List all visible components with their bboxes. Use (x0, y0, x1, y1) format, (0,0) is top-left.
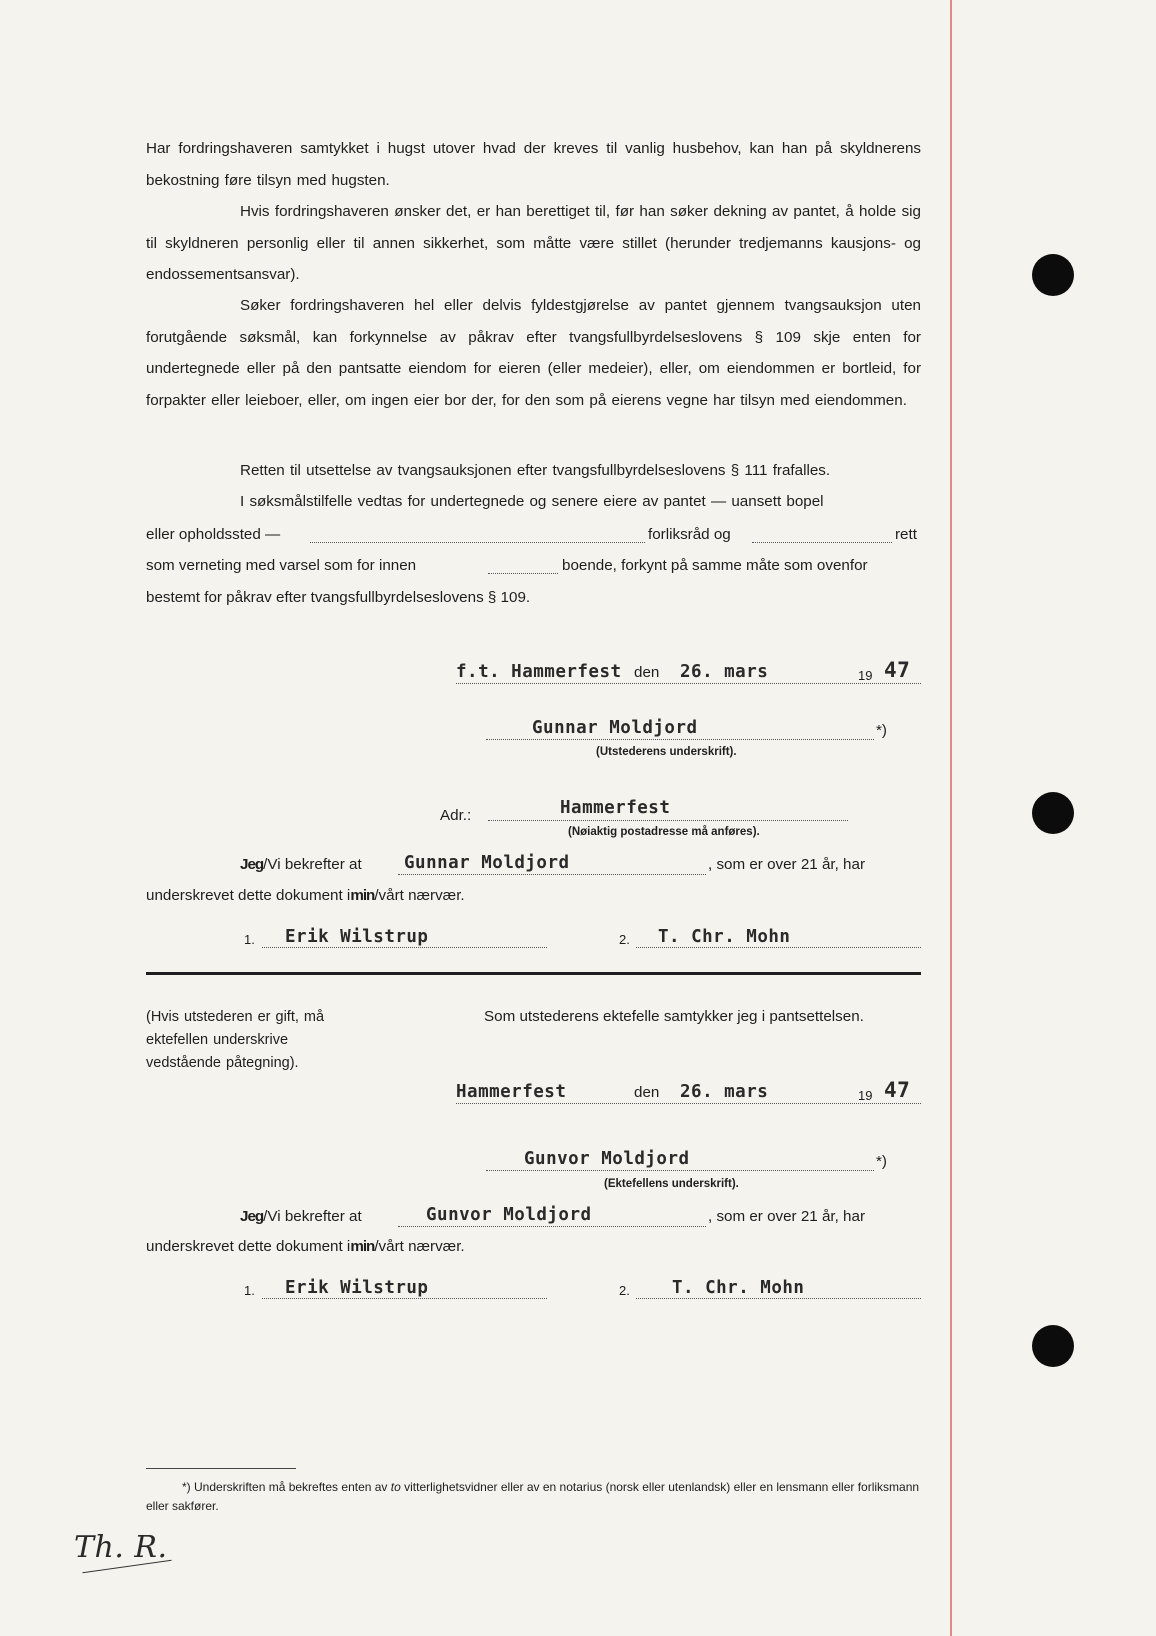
witness-name-line (398, 1226, 706, 1227)
margin-rule (950, 0, 952, 1636)
witness-2-line (636, 947, 921, 948)
witness-subject-name: Gunnar Moldjord (404, 853, 570, 873)
venue-line-2c: rett (895, 526, 917, 543)
signature-caption: (Ektefellens underskrift). (604, 1178, 739, 1190)
paragraph-postponement: Retten til utsettelse av tvangsauksjonen efter tvangsfullbyrdelseslovens § 111 frafalles. (240, 462, 831, 479)
witness-2-number: 2. (619, 932, 630, 947)
issuer-place: f.t. Hammerfest (456, 662, 622, 682)
spouse-date: 26. mars (680, 1082, 769, 1102)
year-prefix: 19 (858, 1088, 873, 1103)
signature-line (486, 739, 874, 740)
witness-name-line (398, 874, 706, 875)
witness-1-line (262, 1298, 547, 1299)
spouse-consent: Som utstederens ektefelle samtykker jeg i pantsettelsen. (484, 1008, 864, 1025)
handwritten-initials: Th. R. (74, 1530, 168, 1565)
year-suffix: 47 (884, 1078, 911, 1102)
witness-subject-name: Gunvor Moldjord (426, 1205, 592, 1225)
witness-2-signature: T. Chr. Mohn (672, 1278, 805, 1298)
spouse-note: (Hvis utstederen er gift, må ektefellen underskrive vedstående påtegning). (146, 1009, 325, 1071)
den-label: den (634, 1084, 660, 1101)
witness-age-text: , som er over 21 år, har (708, 1208, 866, 1225)
blank-field (488, 573, 558, 574)
issuer-signature: Gunnar Moldjord (532, 718, 698, 738)
paragraph-personal-liability: Hvis fordringshaveren ønsker det, er han berettiget til, før han søker dekning av pantet, å holde sig til skyldneren personlig eller til annen sikkerhet, som måtte være stillet (herunder tredjemanns kausjons- og endossementsansvar). (146, 203, 921, 283)
blank-field (310, 542, 645, 543)
paragraph-venue: I søksmålstilfelle vedtas for undertegnede og senere eiere av pantet — uansett bopel (240, 493, 824, 510)
address-line (488, 820, 848, 821)
witness-1-signature: Erik Wilstrup (285, 1278, 429, 1298)
signature-star: *) (876, 722, 887, 739)
signature-caption: (Utstederens underskrift). (596, 746, 737, 758)
witness-statement: Jeg/Vi bekrefter at (240, 1208, 362, 1225)
venue-line-3a: som verneting med varsel som for innen (146, 557, 417, 574)
punch-hole (1032, 254, 1074, 296)
witness-presence: underskrevet dette dokument imin/vårt nærvær. (146, 1238, 465, 1255)
den-label: den (634, 664, 660, 681)
date-line (456, 683, 921, 684)
paragraph-supervision: Har fordringshaveren samtykket i hugst utover hvad der kreves til vanlig husbehov, kan han på skyldnerens bekostning føre tilsyn med hugsten. (146, 140, 921, 189)
address-caption: (Nøiaktig postadresse må anføres). (568, 826, 760, 838)
witness-2-number: 2. (619, 1283, 630, 1298)
struck-word: Jeg (240, 856, 264, 873)
year-prefix: 19 (858, 668, 873, 683)
venue-line-2a: eller opholdssted — (146, 526, 281, 543)
witness-2-signature: T. Chr. Mohn (658, 927, 791, 947)
witness-1-signature: Erik Wilstrup (285, 927, 429, 947)
venue-line-2b: forliksråd og (648, 526, 731, 543)
venue-line-3b: boende, forkynt på samme måte som ovenfor (562, 557, 868, 574)
witness-age-text: , som er over 21 år, har (708, 856, 866, 873)
spouse-place: Hammerfest (456, 1082, 567, 1102)
witness-1-number: 1. (244, 1283, 255, 1298)
signature-line (486, 1170, 874, 1171)
footnote-rule (146, 1468, 296, 1469)
witness-1-number: 1. (244, 932, 255, 947)
venue-line-4: bestemt for påkrav efter tvangsfullbyrdelseslovens § 109. (146, 589, 531, 606)
punch-hole (1032, 1325, 1074, 1367)
witness-2-line (636, 1298, 921, 1299)
struck-word: Jeg (240, 1208, 264, 1225)
address-value: Hammerfest (560, 798, 671, 818)
footnote: *) Underskriften må bekreftes enten av to vitterlighetsvidner eller av en notarius (norsk eller utenlandsk) eller en lensmann eller forliksmann eller sakfører. (146, 1480, 920, 1513)
paragraph-notice: Søker fordringshaveren hel eller delvis fyldestgjørelse av pantet gjennem tvangsauksjon uten forutgående søksmål, kan forkynnelse av påkrav efter tvangsfullbyrdelseslovens § 109 skje enten for undertegnede eller på den pantsatte eiendom for eieren (eller medeier), eller, om eiendommen er bortleid, for forpakter eller leieboer, eller, om ingen eier bor der, for den som på eierens vegne har tilsyn med eiendommen. (146, 297, 921, 409)
address-label: Adr.: (440, 807, 472, 824)
signature-star: *) (876, 1153, 887, 1170)
witness-statement: Jeg/Vi bekrefter at (240, 856, 362, 873)
witness-presence: underskrevet dette dokument imin/vårt nærvær. (146, 887, 465, 904)
witness-1-line (262, 947, 547, 948)
section-divider (146, 972, 921, 975)
punch-hole (1032, 792, 1074, 834)
spouse-signature: Gunvor Moldjord (524, 1149, 690, 1169)
issuer-date: 26. mars (680, 662, 769, 682)
year-suffix: 47 (884, 658, 911, 682)
blank-field (752, 542, 892, 543)
date-line (456, 1103, 921, 1104)
